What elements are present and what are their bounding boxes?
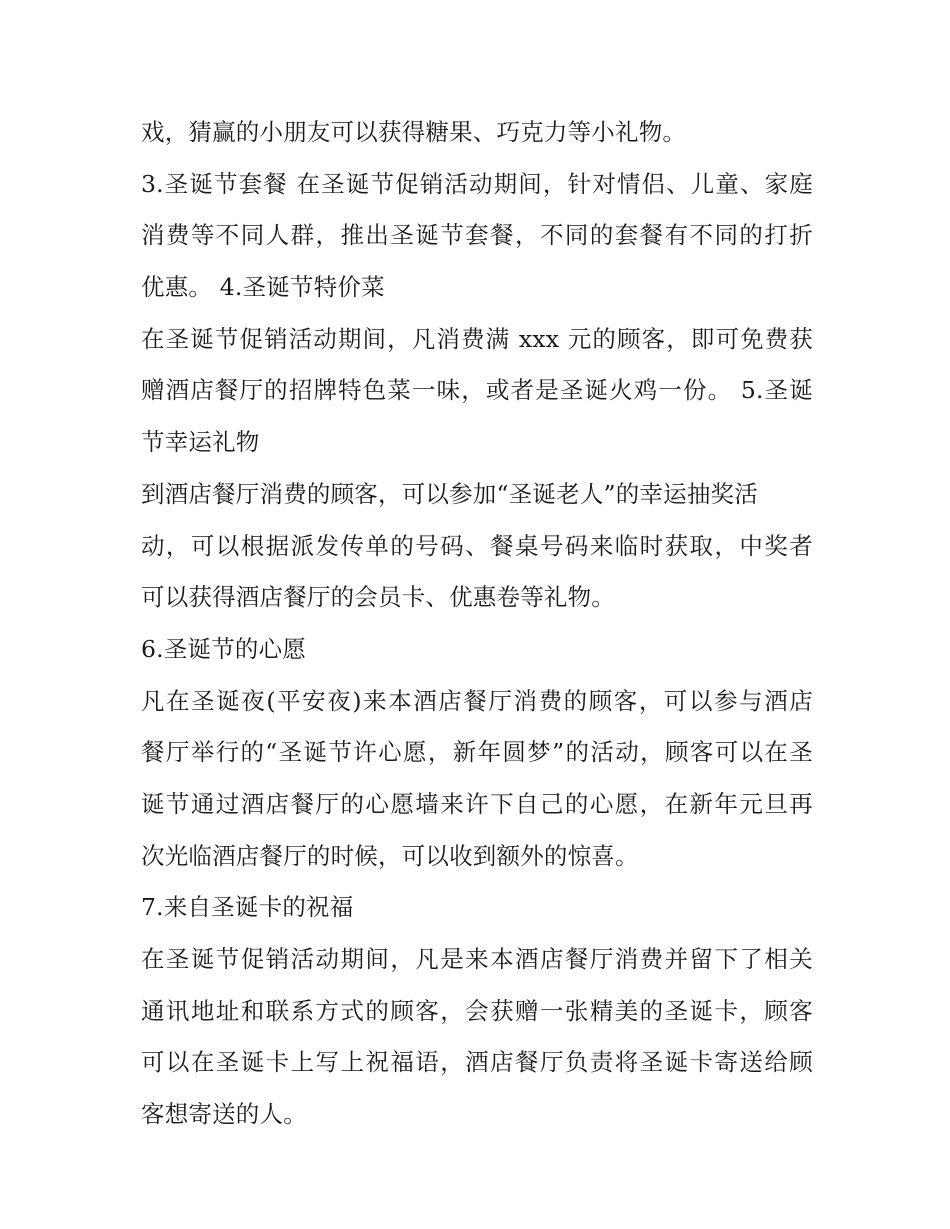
text-line: 在圣诞节促销活动期间，凡消费满 xxx 元的顾客，即可免费获 xyxy=(141,324,813,353)
text-line: 通讯地址和联系方式的顾客，会获赠一张精美的圣诞卡，顾客 xyxy=(141,996,813,1025)
text-line: 优惠。 4.圣诞节特价菜 xyxy=(141,273,385,302)
text-line: 戏，猜赢的小朋友可以获得糖果、巧克力等小礼物。 xyxy=(141,118,687,146)
text-line: 7.来自圣诞卡的祝福 xyxy=(141,893,354,922)
text-line: 餐厅举行的“圣诞节许心愿，新年圆梦”的活动，顾客可以在圣 xyxy=(141,738,813,767)
text-line: 到酒店餐厅消费的顾客，可以参加“圣诞老人”的幸运抽奖活 xyxy=(141,479,758,508)
text-line: 可以在圣诞卡上写上祝福语，酒店餐厅负责将圣诞卡寄送给顾 xyxy=(141,1048,813,1077)
text-line: 在圣诞节促销活动期间，凡是来本酒店餐厅消费并留下了相关 xyxy=(141,945,813,973)
text-line: 客想寄送的人。 xyxy=(141,1100,307,1129)
text-line: 3.圣诞节套餐 在圣诞节促销活动期间，针对情侣、儿童、家庭 xyxy=(141,169,813,198)
text-line: 次光临酒店餐厅的时候，可以收到额外的惊喜。 xyxy=(141,841,639,870)
text-line: 6.圣诞节的心愿 xyxy=(141,634,307,663)
text-line: 凡在圣诞夜(平安夜)来本酒店餐厅消费的顾客，可以参与酒店 xyxy=(141,686,813,715)
document-page xyxy=(141,107,813,1141)
text-line: 诞节通过酒店餐厅的心愿墙来许下自己的心愿，在新年元旦再 xyxy=(141,789,813,818)
text-line: 节幸运礼物 xyxy=(141,428,260,457)
text-line: 动，可以根据派发传单的号码、餐桌号码来临时获取，中奖者 xyxy=(141,531,813,560)
text-line: 消费等不同人群，推出圣诞节套餐，不同的套餐有不同的打折 xyxy=(141,221,813,250)
text-line: 可以获得酒店餐厅的会员卡、优惠卷等礼物。 xyxy=(141,583,615,612)
text-line: 赠酒店餐厅的招牌特色菜一味，或者是圣诞火鸡一份。 5.圣诞 xyxy=(141,376,813,405)
